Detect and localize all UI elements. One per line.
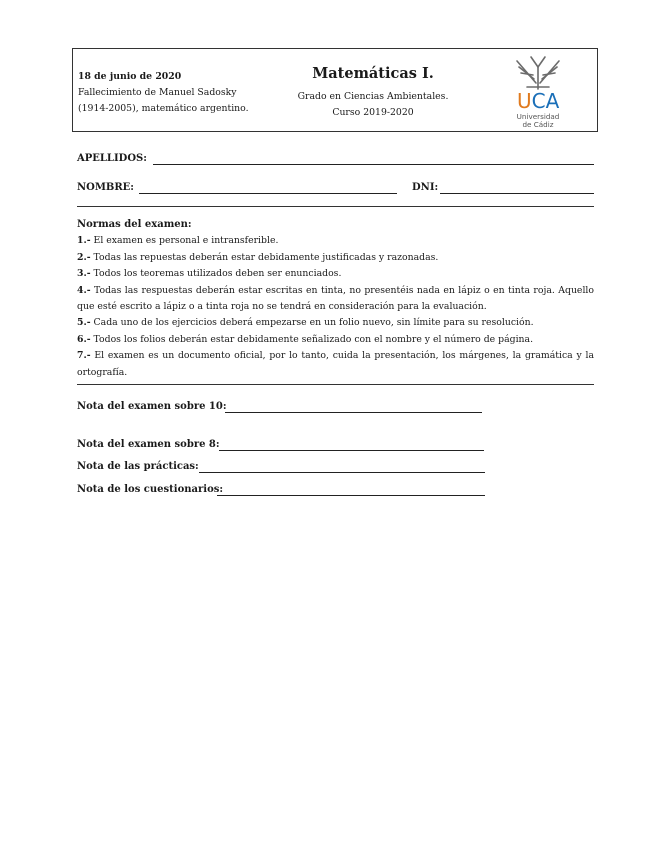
dni-line[interactable] xyxy=(440,193,594,194)
dni-label: DNI: xyxy=(412,182,439,193)
uca-wordmark: UCA xyxy=(517,89,560,113)
grade-practicas[interactable] xyxy=(77,461,485,475)
rule-item: 2.- Todas las repuestas deberán estar debidamente justificadas y razonadas. xyxy=(77,251,439,263)
rule-item: 3.- Todos los teoremas utilizados deben ser enunciados. xyxy=(77,268,342,280)
divider-bottom xyxy=(77,384,594,385)
exam-date: 18 de junio de 2020 xyxy=(78,71,182,82)
nombre-label: NOMBRE: xyxy=(77,182,134,193)
rule-item: 1.- El examen es personal e intransferible. xyxy=(77,235,279,247)
nombre-field[interactable] xyxy=(77,182,397,196)
dni-field[interactable] xyxy=(412,182,594,196)
header-left xyxy=(78,69,278,117)
rules-heading: Normas del examen: xyxy=(77,219,192,230)
apellidos-line[interactable] xyxy=(153,164,594,165)
rule-item: 4.- Todas las respuestas deberán estar escritas en tinta, no presentéis nada en lápiz o en tinta roja. Aquello que esté escrito a lápiz o a tinta roja no se tendrá en consideración para la evaluación. xyxy=(77,284,594,313)
header-note-line2: (1914-2005), matemático argentino. xyxy=(78,103,249,114)
rule-item: 7.- El examen es un documento oficial, por lo tanto, cuida la presentación, los márgenes, la gramática y la ortografía. xyxy=(77,350,594,378)
nombre-line[interactable] xyxy=(139,193,397,194)
university-logo xyxy=(503,53,573,129)
grade-cuestionarios[interactable] xyxy=(77,484,485,498)
nota10-line[interactable] xyxy=(225,412,482,413)
practicas-label: Nota de las prácticas: xyxy=(77,461,199,472)
divider-top xyxy=(77,206,594,207)
header-note-line1: Fallecimiento de Manuel Sadosky xyxy=(78,87,237,98)
nota10-label: Nota del examen sobre 10: xyxy=(77,401,227,412)
university-name: Universidad de Cádiz xyxy=(516,112,560,129)
grade-nota8[interactable] xyxy=(77,439,484,453)
exam-title: Matemáticas I. xyxy=(312,65,434,82)
degree-name: Grado en Ciencias Ambientales. xyxy=(297,91,449,102)
rule-item: 5.- Cada uno de los ejercicios deberá empezarse en un folio nuevo, sin límite para su resolución. xyxy=(77,317,534,329)
practicas-line[interactable] xyxy=(199,472,485,473)
grade-nota10[interactable] xyxy=(77,401,482,415)
nota8-line[interactable] xyxy=(219,450,484,451)
apellidos-label: APELLIDOS: xyxy=(77,153,147,164)
course-year: Curso 2019-2020 xyxy=(332,107,414,118)
cuestionarios-line[interactable] xyxy=(217,495,485,496)
rule-item: 6.- Todos los folios deberán estar debidamente señalizado con el nombre y el número de página. xyxy=(77,333,534,345)
header-center xyxy=(273,65,473,121)
crest-icon xyxy=(503,53,573,91)
exam-rules xyxy=(77,217,594,381)
cuestionarios-label: Nota de los cuestionarios: xyxy=(77,484,224,495)
exam-header xyxy=(72,48,598,132)
apellidos-field[interactable] xyxy=(77,153,594,167)
nota8-label: Nota del examen sobre 8: xyxy=(77,439,220,450)
